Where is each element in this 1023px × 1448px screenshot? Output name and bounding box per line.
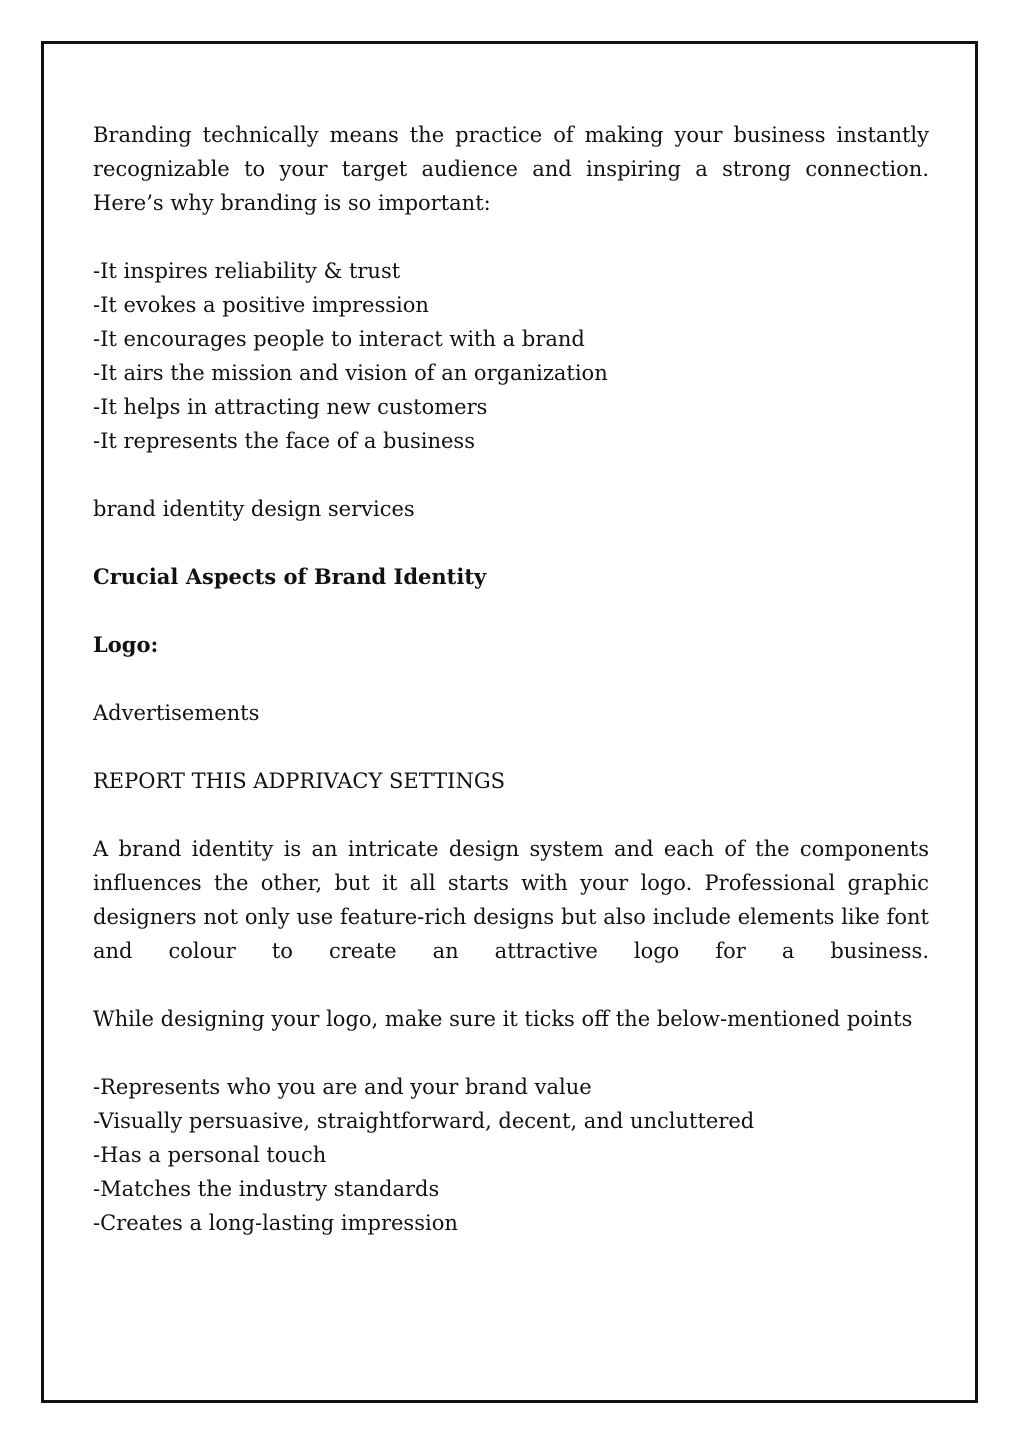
list-item: -Represents who you are and your brand value bbox=[93, 1075, 592, 1099]
paragraph-line: designers not only use feature-rich designs but also include elements like font bbox=[93, 905, 929, 929]
intro-paragraph: Branding technically means the practice of making your business instantly recognizable to your target audience and inspiring a strong connection. Here’s why branding is so important: bbox=[93, 123, 929, 215]
list-item: -It encourages people to interact with a brand bbox=[93, 327, 585, 351]
logo-subheading: Logo: bbox=[93, 632, 159, 657]
spacer bbox=[93, 798, 929, 832]
document-body bbox=[93, 118, 929, 1240]
list-item: -Matches the industry standards bbox=[93, 1177, 440, 1201]
spacer bbox=[93, 1036, 929, 1070]
report-ad-privacy-settings[interactable]: REPORT THIS ADPRIVACY SETTINGS bbox=[93, 769, 505, 793]
paragraph-line: A brand identity is an intricate design system and each of the components bbox=[93, 837, 929, 861]
spacer bbox=[93, 662, 929, 696]
spacer bbox=[93, 594, 929, 628]
section-heading: Crucial Aspects of Brand Identity bbox=[93, 564, 487, 589]
spacer bbox=[93, 968, 929, 1002]
benefits-list bbox=[93, 254, 929, 458]
logo-paragraph bbox=[93, 832, 929, 968]
spacer bbox=[93, 220, 929, 254]
brand-identity-link-text[interactable]: brand identity design services bbox=[93, 497, 415, 521]
spacer bbox=[93, 458, 929, 492]
list-item: -It helps in attracting new customers bbox=[93, 395, 488, 419]
list-item: -It represents the face of a business bbox=[93, 429, 475, 453]
advertisements-label: Advertisements bbox=[93, 701, 260, 725]
list-item: -It airs the mission and vision of an organization bbox=[93, 361, 608, 385]
spacer bbox=[93, 730, 929, 764]
spacer bbox=[93, 526, 929, 560]
checklist bbox=[93, 1070, 929, 1240]
paragraph-line: influences the other, but it all starts with your logo. Professional graphic bbox=[93, 871, 929, 895]
list-item: -Creates a long-lasting impression bbox=[93, 1211, 458, 1235]
paragraph-line-last: and colour to create an attractive logo for a business. bbox=[93, 939, 930, 963]
list-item: -Has a personal touch bbox=[93, 1143, 327, 1167]
list-item: -It inspires reliability & trust bbox=[93, 259, 401, 283]
list-item: -It evokes a positive impression bbox=[93, 293, 429, 317]
checklist-intro: While designing your logo, make sure it ticks off the below-mentioned points bbox=[93, 1007, 913, 1031]
list-item: -Visually persuasive, straightforward, decent, and uncluttered bbox=[93, 1109, 755, 1133]
